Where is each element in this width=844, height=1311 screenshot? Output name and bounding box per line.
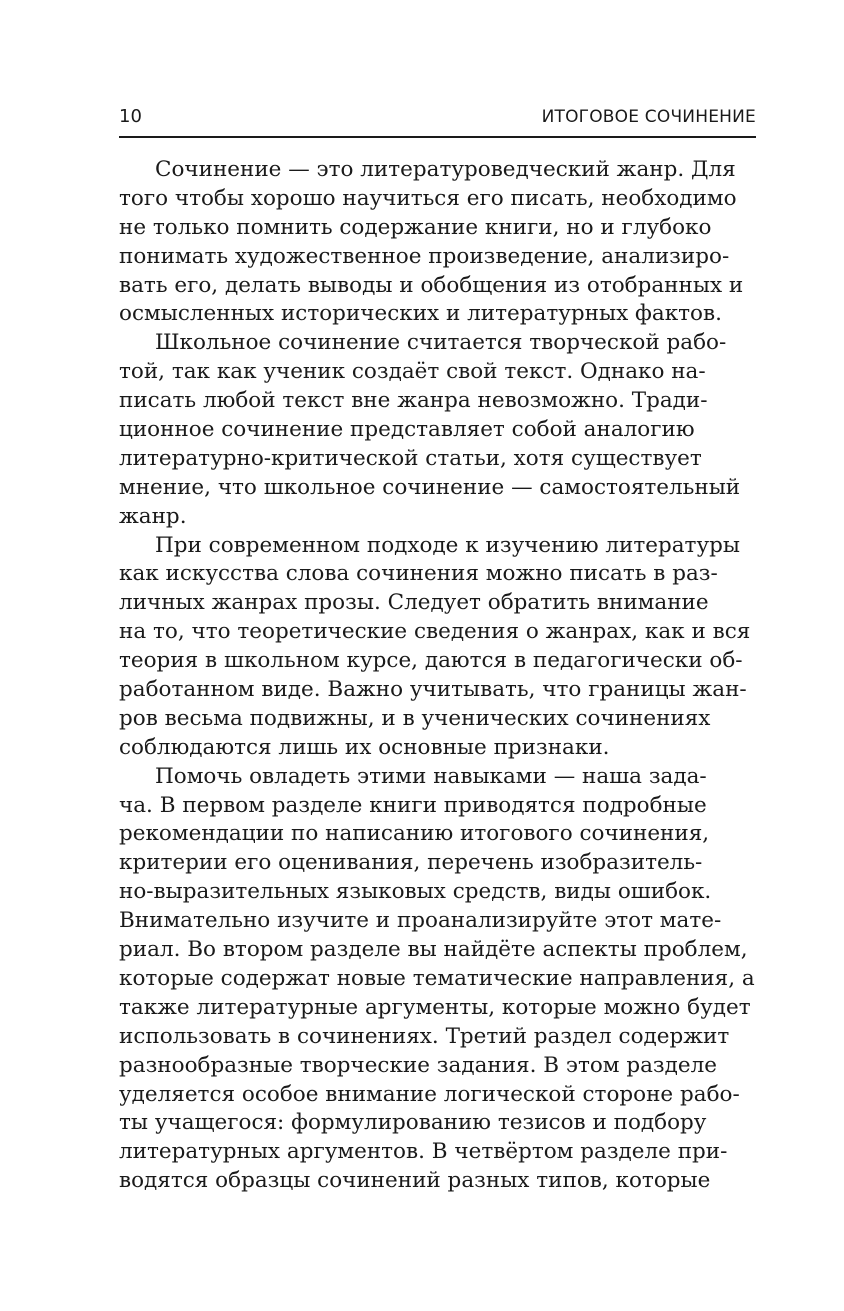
text-line: мнение, что школьное сочинение — самостоятельный — [119, 474, 741, 500]
paragraph-4 — [119, 763, 756, 1196]
paragraph-2 — [119, 329, 756, 531]
text-line: теория в школьном курсе, даются в педагогически об- — [119, 648, 743, 674]
paragraph-1 — [119, 156, 756, 329]
text-line: но-выразительных языковых средств, виды ошибок. — [119, 879, 712, 905]
text-line: на то, что теоретические сведения о жанрах, как и вся — [119, 619, 751, 645]
text-line: использовать в сочинениях. Третий раздел содержит — [119, 1023, 730, 1049]
text-line: разнообразные творческие задания. В этом разделе — [119, 1052, 718, 1078]
text-line: осмысленных исторических и литературных фактов. — [119, 301, 722, 327]
text-line: ционное сочинение представляет собой аналогию — [119, 417, 695, 443]
text-line: соблюдаются лишь их основные признаки. — [119, 734, 610, 760]
text-line: как искусства слова сочинения можно писать в раз- — [119, 561, 718, 587]
text-line: водятся образцы сочинений разных типов, которые — [119, 1168, 711, 1194]
text-line: Сочинение — это литературоведческий жанр. Для — [155, 157, 736, 182]
page-number: 10 — [119, 106, 142, 127]
text-line: Внимательно изучите и проанализируйте этот мате- — [119, 908, 722, 934]
body-text — [119, 156, 756, 1196]
text-line: риал. Во втором разделе вы найдёте аспекты проблем, — [119, 937, 748, 963]
text-line: писать любой текст вне жанра невозможно. Тради- — [119, 388, 708, 414]
text-line: При современном подходе к изучению литературы — [155, 532, 740, 558]
text-line: литературных аргументов. В четвёртом разделе при- — [119, 1139, 728, 1165]
paragraph-3 — [119, 532, 756, 763]
text-line: критерии его оценивания, перечень изобразитель- — [119, 850, 703, 876]
text-line: жанр. — [119, 503, 187, 529]
text-line: Школьное сочинение считается творческой рабо- — [155, 330, 727, 356]
text-line: также литературные аргументы, которые можно будет — [119, 994, 751, 1020]
text-line: работанном виде. Важно учитывать, что границы жан- — [119, 677, 747, 703]
text-line: Помочь овладеть этими навыками — наша зада- — [155, 763, 707, 789]
text-line: ча. В первом разделе книги приводятся подробные — [119, 792, 707, 818]
text-line: вать его, делать выводы и обобщения из отобранных и — [119, 272, 744, 298]
text-line: которые содержат новые тематические направления, а — [119, 965, 755, 991]
text-line: ров весьма подвижны, и в ученических сочинениях — [119, 705, 711, 731]
running-title: ИТОГОВОЕ СОЧИНЕНИЕ — [541, 107, 756, 127]
text-line: той, так как ученик создаёт свой текст. Однако на- — [119, 359, 706, 385]
text-line: ты учащегося: формулированию тезисов и подбору — [119, 1110, 707, 1136]
text-line: понимать художественное произведение, анализиро- — [119, 243, 730, 269]
text-line: литературно-критической статьи, хотя существует — [119, 445, 702, 471]
text-line: уделяется особое внимание логической стороне рабо- — [119, 1081, 740, 1107]
text-line: рекомендации по написанию итогового сочинения, — [119, 821, 710, 847]
text-line: личных жанрах прозы. Следует обратить внимание — [119, 590, 709, 616]
text-line: не только помнить содержание книги, но и глубоко — [119, 214, 712, 240]
page-header — [119, 102, 756, 138]
text-line: того чтобы хорошо научиться его писать, необходимо — [119, 185, 737, 211]
